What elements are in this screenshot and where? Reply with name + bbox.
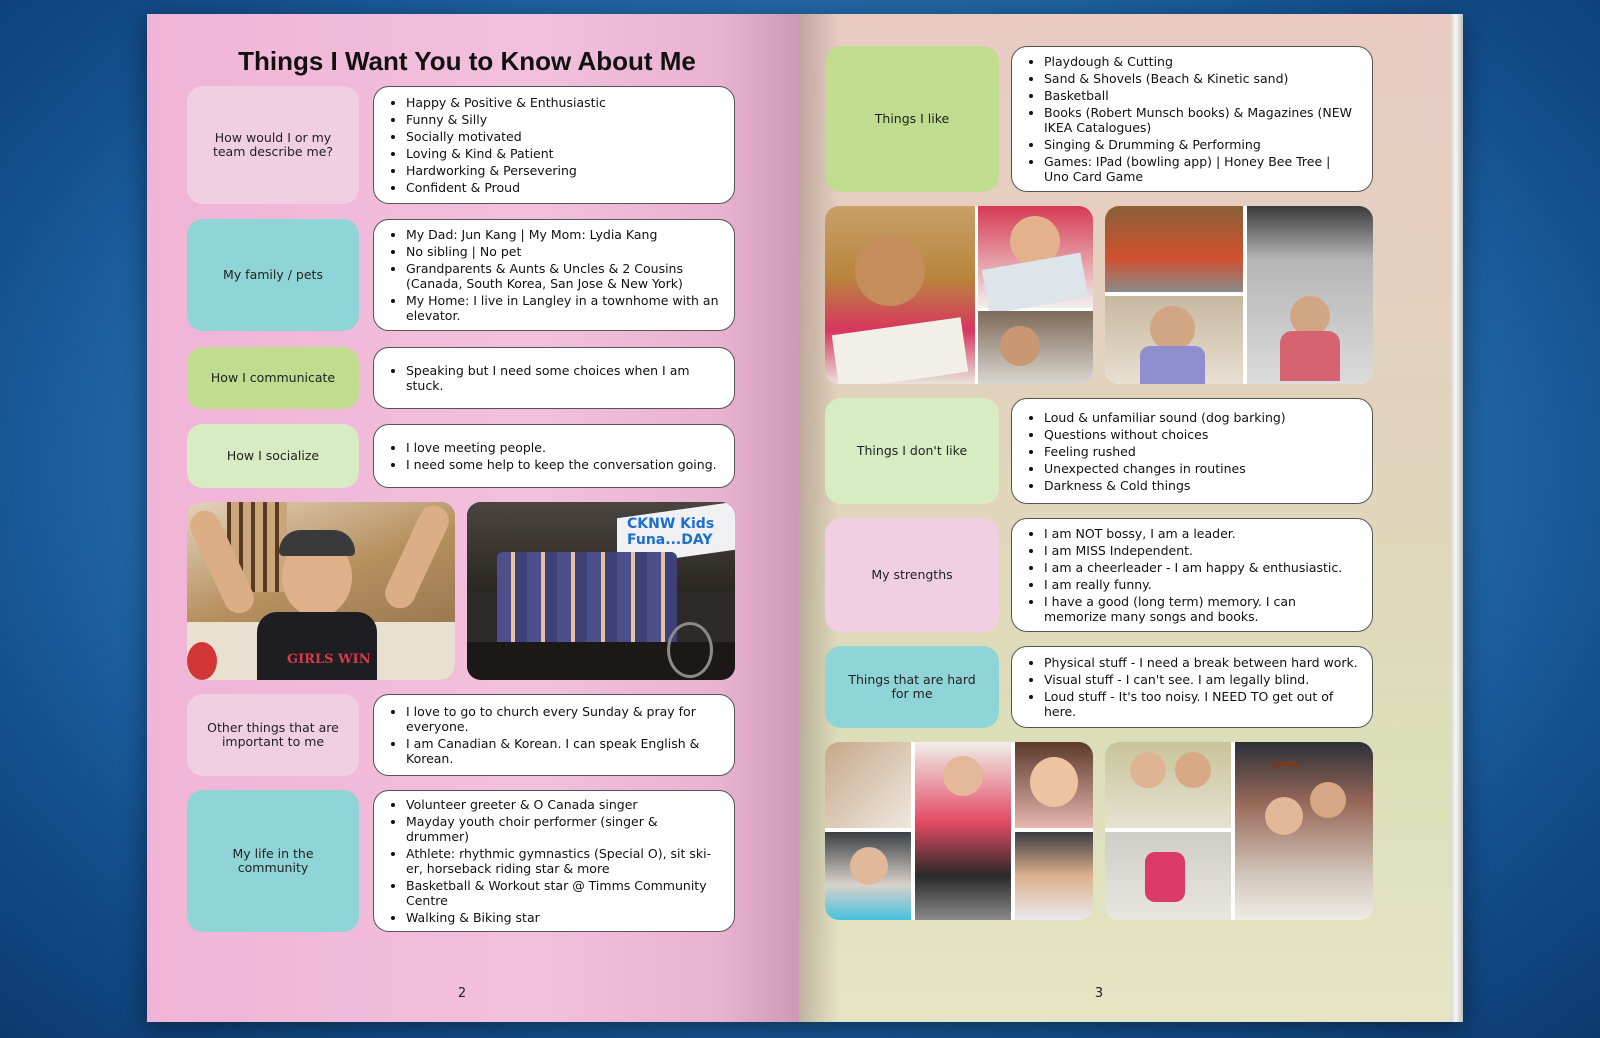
list-item: • Volunteer greeter & O Canada singer <box>406 797 720 812</box>
list-item: • I have a good (long term) memory. I can memorize many songs and books. <box>1044 594 1358 624</box>
content-socialize <box>373 424 735 488</box>
list-item: • Books (Robert Munsch books) & Magazines (NEW IKEA Catalogues) <box>1044 105 1358 135</box>
list-item: • Darkness & Cold things <box>1044 478 1286 493</box>
banner-text: CKNW Kids Funa...DAY <box>627 516 715 548</box>
content-important <box>373 694 735 776</box>
content-describe-me <box>373 86 735 204</box>
content-my-strengths <box>1011 518 1373 632</box>
list-item: • Grandparents & Aunts & Uncles & 2 Cousins (Canada, South Korea, San Jose & New York) <box>406 261 720 291</box>
list-item: • Playdough & Cutting <box>1044 54 1358 69</box>
list-item: • Hardworking & Persevering <box>406 163 606 178</box>
list-item: • Walking & Biking star <box>406 910 720 925</box>
list-item: • Happy & Positive & Enthusiastic <box>406 95 606 110</box>
list-item: • My Home: I live in Langley in a townhome with an elevator. <box>406 293 720 323</box>
list-item: • I am a cheerleader - I am happy & enthusiastic. <box>1044 560 1358 575</box>
label-communicate: How I communicate <box>187 347 359 409</box>
content-things-i-dont-like <box>1011 398 1373 504</box>
list-item: • Funny & Silly <box>406 112 606 127</box>
list-item: • Physical stuff - I need a break between hard work. <box>1044 655 1358 670</box>
content-things-i-like <box>1011 46 1373 192</box>
list-item: • Visual stuff - I can't see. I am legally blind. <box>1044 672 1358 687</box>
list-item: • Questions without choices <box>1044 427 1286 442</box>
list-item: • I am really funny. <box>1044 577 1358 592</box>
booklet <box>147 14 1463 1022</box>
label-describe-me: How would I or my team describe me? <box>187 86 359 204</box>
content-family-pets <box>373 219 735 331</box>
label-community: My life in the community <box>187 790 359 932</box>
page-edge <box>1451 14 1463 1022</box>
list-item: • Socially motivated <box>406 129 606 144</box>
list-item: • Singing & Drumming & Performing <box>1044 137 1358 152</box>
photo-collage-family <box>1105 742 1373 920</box>
list-item: • I love meeting people. <box>406 440 717 455</box>
page-title: Things I Want You to Know About Me <box>238 46 696 76</box>
list-item: • Loud stuff - It's too noisy. I NEED TO get out of here. <box>1044 689 1358 719</box>
list-item: • Games: IPad (bowling app) | Honey Bee Tree | Uno Card Game <box>1044 154 1358 184</box>
label-socialize: How I socialize <box>187 424 359 488</box>
list-item: • Loving & Kind & Patient <box>406 146 606 161</box>
page-number: 2 <box>457 986 467 1001</box>
list-item: • I love to go to church every Sunday & pray for everyone. <box>406 704 720 734</box>
list-item: • Confident & Proud <box>406 180 606 195</box>
photo-collage-childhood <box>825 742 1093 920</box>
label-my-strengths: My strengths <box>825 518 999 632</box>
label-things-i-dont-like: Things I don't like <box>825 398 999 504</box>
content-communicate <box>373 347 735 409</box>
content-hard-for-me <box>1011 646 1373 728</box>
photo-collage-books <box>825 206 1093 384</box>
label-hard-for-me: Things that are hard for me <box>825 646 999 728</box>
list-item: • Sand & Shovels (Beach & Kinetic sand) <box>1044 71 1358 86</box>
label-things-i-like: Things I like <box>825 46 999 192</box>
photo-cheering <box>187 502 455 680</box>
list-item: • No sibling | No pet <box>406 244 720 259</box>
list-item: • Mayday youth choir performer (singer & drummer) <box>406 814 720 844</box>
list-item: • Unexpected changes in routines <box>1044 461 1286 476</box>
page-number: 3 <box>1094 986 1104 1001</box>
shirt-text: GIRLS WIN <box>287 652 371 667</box>
list-item: • I am NOT bossy, I am a leader. <box>1044 526 1358 541</box>
photo-collage-play <box>1105 206 1373 384</box>
right-page <box>799 14 1451 1022</box>
list-item: • Athlete: rhythmic gymnastics (Special O), sit ski-er, horseback riding star & more <box>406 846 720 876</box>
list-item: • I am MISS Independent. <box>1044 543 1358 558</box>
list-item: • Speaking but I need some choices when I am stuck. <box>406 363 720 393</box>
list-item: • Feeling rushed <box>1044 444 1286 459</box>
list-item: • Basketball & Workout star @ Timms Community Centre <box>406 878 720 908</box>
list-item: • I need some help to keep the conversation going. <box>406 457 717 472</box>
list-item: • Loud & unfamiliar sound (dog barking) <box>1044 410 1286 425</box>
list-item: • Basketball <box>1044 88 1358 103</box>
label-family-pets: My family / pets <box>187 219 359 331</box>
list-item: • My Dad: Jun Kang | My Mom: Lydia Kang <box>406 227 720 242</box>
content-community <box>373 790 735 932</box>
left-page <box>147 14 799 1022</box>
list-item: • I am Canadian & Korean. I can speak English & Korean. <box>406 736 720 766</box>
label-important: Other things that are important to me <box>187 694 359 776</box>
photo-choir-stage <box>467 502 735 680</box>
